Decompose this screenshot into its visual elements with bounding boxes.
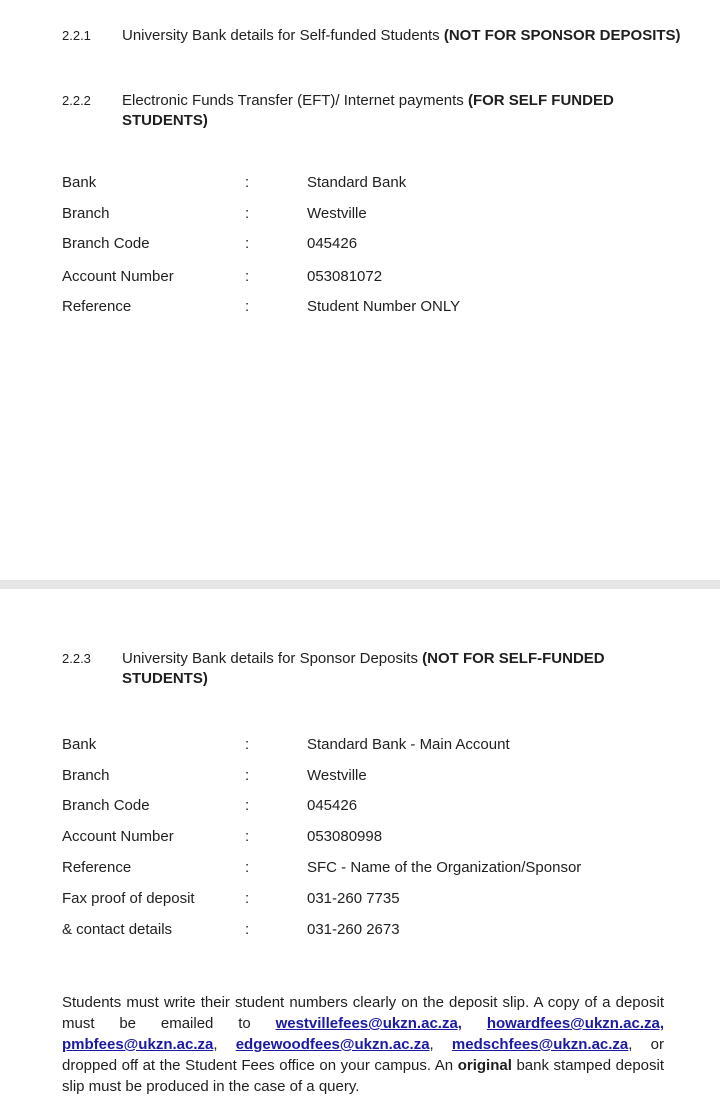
detail-colon: : bbox=[245, 174, 250, 191]
detail-value: Westville bbox=[307, 767, 367, 784]
detail-row-contact bbox=[62, 920, 662, 940]
note-text: , or dropped off at the Student Fees office on your campus. An bbox=[62, 1036, 664, 1074]
detail-label: & contact details bbox=[62, 921, 173, 938]
detail-value: Westville bbox=[307, 205, 367, 222]
detail-row-reference bbox=[62, 297, 662, 317]
detail-label: Account Number bbox=[62, 828, 174, 845]
detail-row-branch-code bbox=[62, 796, 662, 816]
section-title: University Bank details for Sponsor Deposits bbox=[122, 650, 423, 667]
detail-value: 031-260 7735 bbox=[307, 890, 400, 907]
email-link-howard[interactable]: howardfees@ukzn.ac.za, bbox=[486, 1015, 664, 1032]
email-link-edgewood[interactable]: edgewoodfees@ukzn.ac.za bbox=[235, 1036, 430, 1053]
detail-label: Bank bbox=[62, 736, 97, 753]
detail-value: Standard Bank - Main Account bbox=[307, 736, 510, 753]
detail-value: 045426 bbox=[307, 235, 358, 252]
detail-colon: : bbox=[245, 828, 250, 845]
section-title-bold: (NOT FOR SELF-FUNDED STUDENTS) bbox=[122, 650, 605, 687]
detail-value: 031-260 2673 bbox=[307, 921, 400, 938]
note-separator: , bbox=[429, 1036, 452, 1053]
detail-colon: : bbox=[245, 767, 250, 784]
section-number: 2.2.2 bbox=[62, 93, 91, 108]
detail-row-bank bbox=[62, 735, 662, 755]
detail-label: Bank bbox=[62, 174, 97, 191]
detail-colon: : bbox=[245, 205, 250, 222]
email-link-westville[interactable]: westvillefees@ukzn.ac.za, bbox=[275, 1015, 462, 1032]
detail-label: Branch Code bbox=[62, 797, 150, 814]
section-title: Electronic Funds Transfer (EFT)/ Internet payments bbox=[122, 92, 468, 109]
detail-value: 045426 bbox=[307, 797, 358, 814]
section-number: 2.2.1 bbox=[62, 28, 91, 43]
note-text: Students must write their student numbers clearly on the deposit slip. A copy of a deposit must be emailed to bbox=[62, 994, 664, 1032]
detail-label: Branch bbox=[62, 767, 110, 784]
document-page-2 bbox=[0, 589, 720, 1097]
detail-value: 053080998 bbox=[307, 828, 383, 845]
section-title-bold: (NOT FOR SPONSOR DEPOSITS) bbox=[443, 27, 681, 44]
detail-colon: : bbox=[245, 235, 250, 252]
detail-label: Branch bbox=[62, 205, 110, 222]
detail-value: Standard Bank bbox=[307, 174, 407, 191]
detail-row-branch bbox=[62, 204, 662, 224]
deposit-instructions bbox=[62, 992, 664, 1097]
detail-value: SFC - Name of the Organization/Sponsor bbox=[307, 859, 582, 876]
detail-colon: : bbox=[245, 298, 250, 315]
detail-label: Branch Code bbox=[62, 235, 150, 252]
detail-colon: : bbox=[245, 890, 250, 907]
detail-value: Student Number ONLY bbox=[307, 298, 461, 315]
detail-row-reference bbox=[62, 858, 662, 878]
detail-value: 053081072 bbox=[307, 268, 383, 285]
detail-label: Fax proof of deposit bbox=[62, 890, 195, 907]
detail-label: Reference bbox=[62, 859, 132, 876]
detail-colon: : bbox=[245, 736, 250, 753]
detail-colon: : bbox=[245, 859, 250, 876]
detail-label: Reference bbox=[62, 298, 132, 315]
section-title-bold: (FOR SELF FUNDED STUDENTS) bbox=[122, 92, 614, 129]
detail-colon: : bbox=[245, 268, 250, 285]
detail-colon: : bbox=[245, 921, 250, 938]
page-separator bbox=[0, 580, 720, 589]
note-text: bank stamped deposit slip must be produced in the case of a query. bbox=[62, 1057, 665, 1095]
detail-row-account-number bbox=[62, 267, 662, 287]
section-number: 2.2.3 bbox=[62, 651, 91, 666]
detail-row-account-number bbox=[62, 827, 662, 847]
detail-colon: : bbox=[245, 797, 250, 814]
detail-label: Account Number bbox=[62, 268, 174, 285]
detail-row-fax bbox=[62, 889, 662, 909]
email-link-medsch[interactable]: medschfees@ukzn.ac.za bbox=[451, 1036, 629, 1053]
note-bold-original: original bbox=[457, 1057, 512, 1074]
email-link-pmb[interactable]: pmbfees@ukzn.ac.za bbox=[62, 1036, 214, 1053]
note-separator: , bbox=[213, 1036, 236, 1053]
detail-row-bank bbox=[62, 173, 662, 193]
detail-row-branch-code bbox=[62, 234, 662, 254]
detail-row-branch bbox=[62, 766, 662, 786]
section-title: University Bank details for Self-funded Students bbox=[122, 27, 444, 44]
